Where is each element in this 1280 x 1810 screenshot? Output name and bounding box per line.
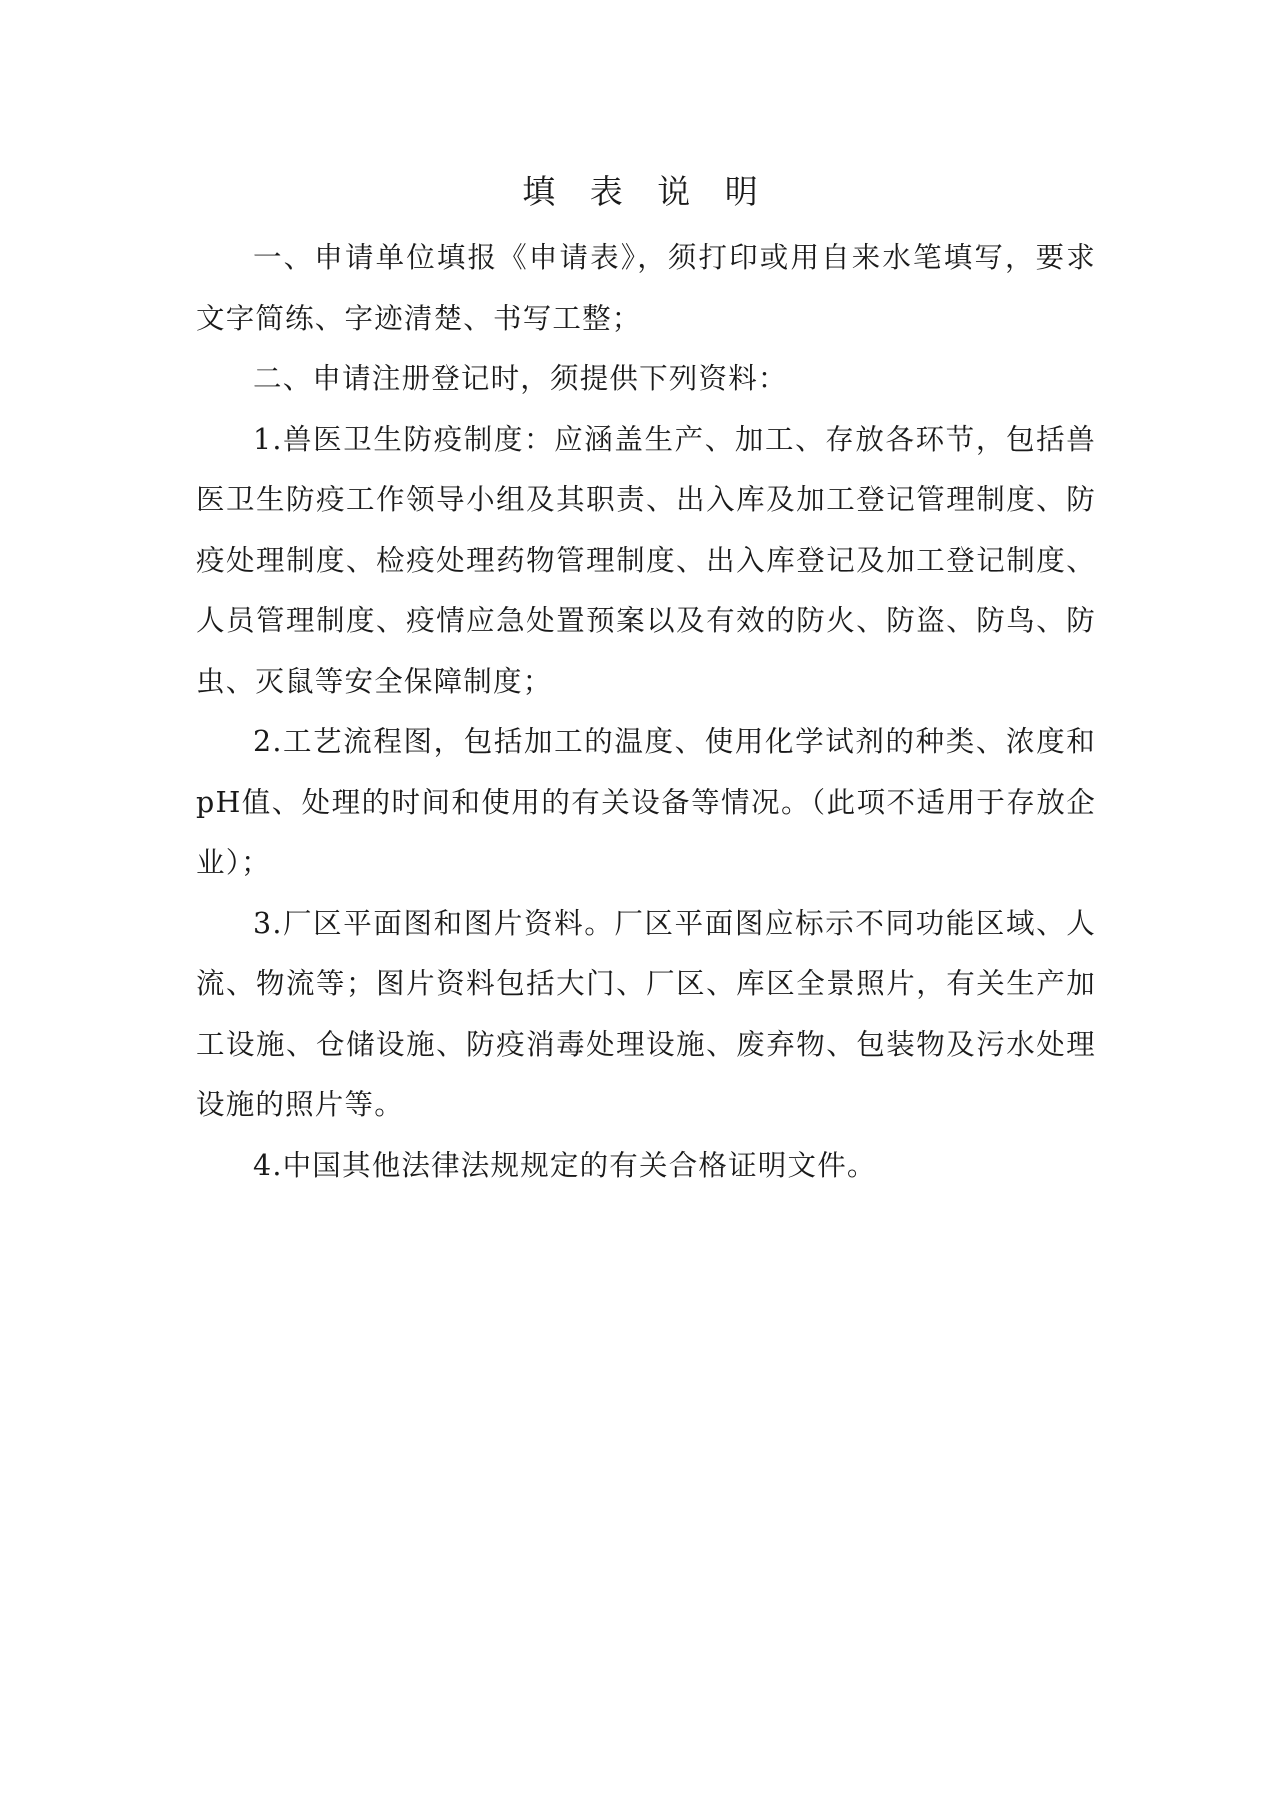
paragraph-item-2-process-flow: 2.工艺流程图，包括加工的温度、使用化学试剂的种类、浓度和pH值、处理的时间和使用的有关设备等情况。（此项不适用于存放企业）； xyxy=(196,725,1096,879)
paragraph-item-3-site-plan: 3.厂区平面图和图片资料。厂区平面图应标示不同功能区域、人流、物流等；图片资料包括大门、厂区、库区全景照片，有关生产加工设施、仓储设施、防疫消毒处理设施、废弃物、包装物及污水处理设施的照片等。 xyxy=(196,906,1096,1121)
paragraph-item-4-certificates: 4.中国其他法律法规规定的有关合格证明文件。 xyxy=(253,1148,877,1182)
paragraph-application-form: 一、申请单位填报《申请表》，须打印或用自来水笔填写，要求文字简练、字迹清楚、书写工整； xyxy=(196,241,1096,335)
page-title: 填 表 说 明 xyxy=(522,172,770,211)
document-body xyxy=(196,166,1096,1196)
paragraph-item-1-epidemic-prevention: 1.兽医卫生防疫制度：应涵盖生产、加工、存放各环节，包括兽医卫生防疫工作领导小组及其职责、出入库及加工登记管理制度、防疫处理制度、检疫处理药物管理制度、出入库登记及加工登记制度、人员管理制度、疫情应急处置预案以及有效的防火、防盗、防鸟、防虫、灭鼠等安全保障制度； xyxy=(196,422,1096,698)
paragraph-required-materials: 二、申请注册登记时，须提供下列资料： xyxy=(253,362,788,395)
